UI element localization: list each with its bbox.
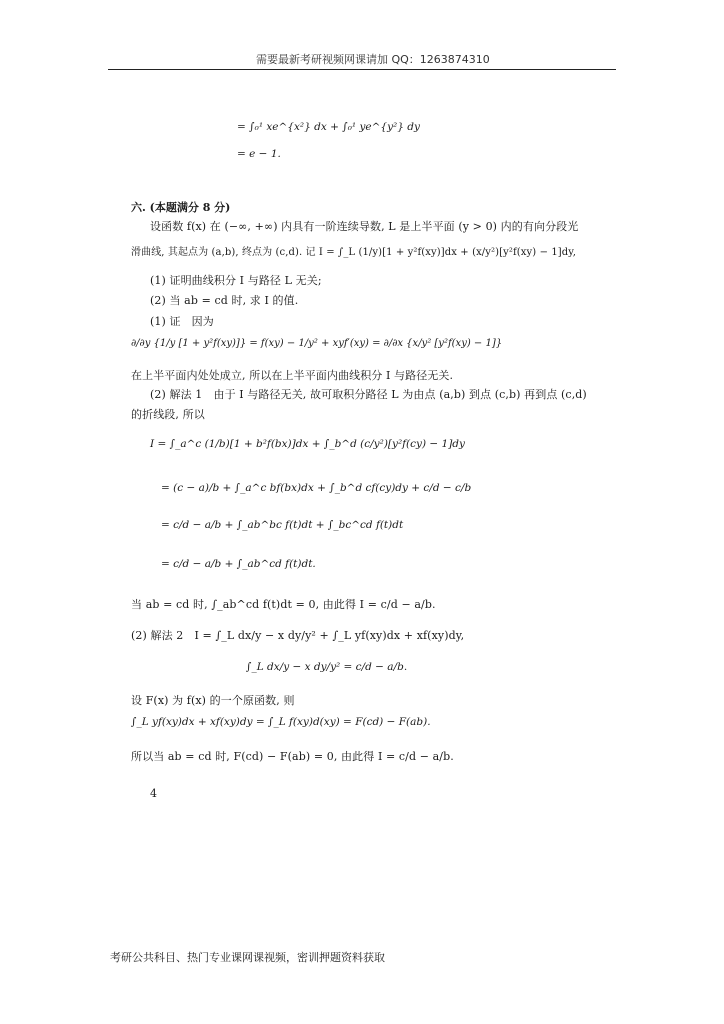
problem-text: 滑曲线, 其起点为 (a,b), 终点为 (c,d). 记 I = ∫_L (1/y)[1 + y²f(xy)]dx + (x/y²)[y²f(xy) − 1]dy,	[131, 247, 576, 258]
page-number: 4	[150, 787, 158, 800]
problem-text: 设函数 f(x) 在 (−∞, +∞) 内具有一阶连续导数, L 是上半平面 (y > 0) 内的有向分段光	[150, 220, 579, 233]
solution-1-text: 的折线段, 所以	[131, 408, 205, 421]
solution-1-conclusion: 当 ab = cd 时, ∫_ab^cd f(t)dt = 0, 由此得 I = c/d − a/b.	[131, 598, 436, 611]
formula-line: = e − 1.	[237, 148, 281, 160]
solution-2-line: 设 F(x) 为 f(x) 的一个原函数, 则	[131, 694, 295, 707]
solution-2-line: (2) 解法 2 I = ∫_L dx/y − x dy/y² + ∫_L yf(xy)dx + xf(xy)dy,	[131, 629, 465, 642]
question-1: (1) 证明曲线积分 I 与路径 L 无关;	[150, 274, 322, 287]
equation-line: = c/d − a/b + ∫_ab^bc f(t)dt + ∫_bc^cd f(t)dt	[161, 519, 404, 531]
formula-line: = ∫₀¹ xe^{x²} dx + ∫₀¹ ye^{y²} dy	[237, 121, 420, 133]
proof-equation: ∂/∂y {1/y [1 + y²f(xy)]} = f(xy) − 1/y² + xyf′(xy) = ∂/∂x {x/y² [y²f(xy) − 1]}	[131, 338, 503, 349]
proof-heading: (1) 证 因为	[150, 315, 214, 328]
equation-line: = (c − a)/b + ∫_a^c bf(bx)dx + ∫_b^d cf(cy)dy + c/d − c/b	[161, 482, 472, 494]
equation-line: I = ∫_a^c (1/b)[1 + b²f(bx)]dx + ∫_b^d (c/y²)[y²f(cy) − 1]dy	[150, 438, 465, 450]
page-header: 需要最新考研视频网课请加 QQ：1263874310	[256, 53, 490, 66]
header-rule	[108, 69, 616, 70]
section-title: 六. (本题满分 8 分)	[131, 201, 231, 214]
equation-line: = c/d − a/b + ∫_ab^cd f(t)dt.	[161, 558, 316, 570]
solution-2-line: ∫_L dx/y − x dy/y² = c/d − a/b.	[246, 661, 408, 673]
page-footer: 考研公共科目、热门专业课网课视频，密训押题资料获取	[110, 951, 385, 964]
proof-conclusion: 在上半平面内处处成立, 所以在上半平面内曲线积分 I 与路径无关.	[131, 369, 454, 382]
solution-2-line: 所以当 ab = cd 时, F(cd) − F(ab) = 0, 由此得 I = c/d − a/b.	[131, 750, 454, 763]
solution-2-line: ∫_L yf(xy)dx + xf(xy)dy = ∫_L f(xy)d(xy) = F(cd) − F(ab).	[131, 716, 431, 728]
solution-1-heading: (2) 解法 1 由于 I 与路径无关, 故可取积分路径 L 为由点 (a,b) 到点 (c,b) 再到点 (c,d)	[150, 388, 587, 401]
question-2: (2) 当 ab = cd 时, 求 I 的值.	[150, 294, 299, 307]
